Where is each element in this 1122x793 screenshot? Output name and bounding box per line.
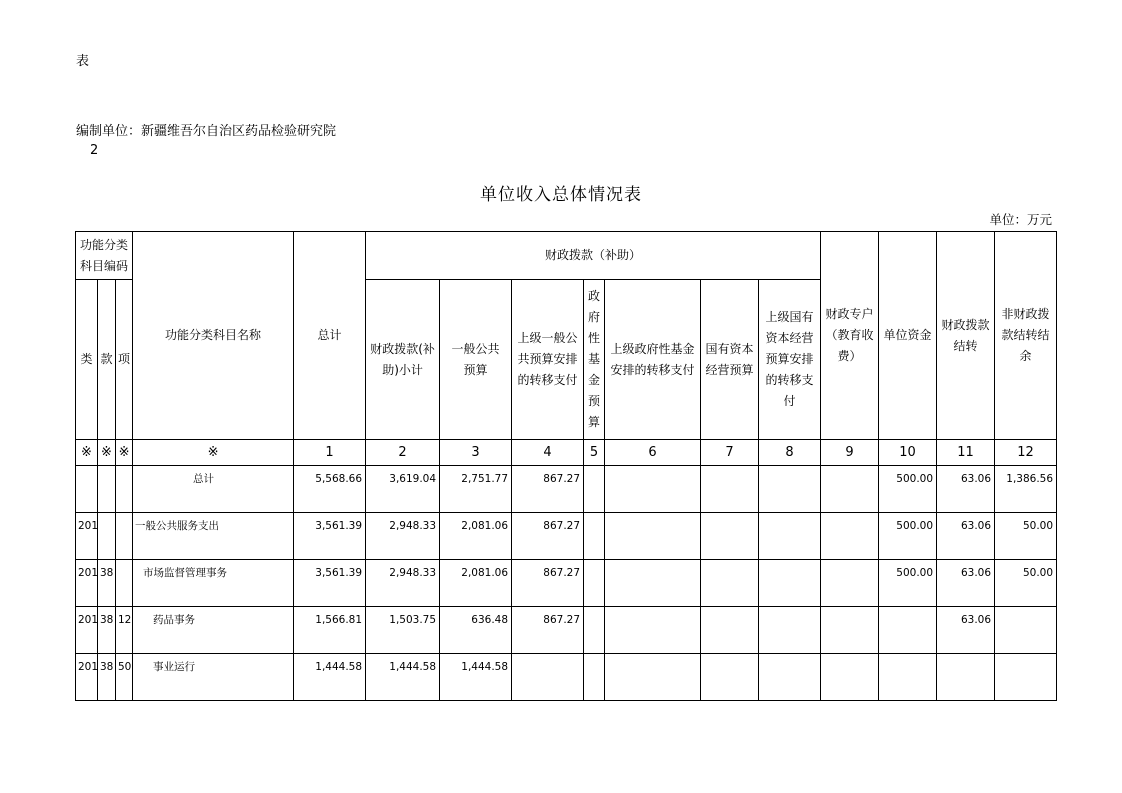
cell-upper-general-transfer: 867.27 (512, 466, 584, 513)
cell-upper-gov-fund-transfer (605, 654, 701, 701)
cell-xiang: 50 (116, 654, 133, 701)
cell-upper-state-capital-transfer (759, 466, 821, 513)
cell-fiscal-carryover (937, 654, 995, 701)
cell-state-capital-budget (701, 654, 759, 701)
cell-total: 3,561.39 (294, 560, 366, 607)
cell-upper-state-capital-transfer (759, 560, 821, 607)
header-func-code-group: 功能分类科目编码 (76, 232, 133, 280)
cell-name: 总计 (133, 466, 294, 513)
column-number-cell: 3 (440, 440, 512, 466)
cell-upper-general-transfer: 867.27 (512, 513, 584, 560)
cell-total: 1,566.81 (294, 607, 366, 654)
header-upper-general-transfer: 上级一般公共预算安排的转移支付 (512, 280, 584, 440)
cell-unit-funds: 500.00 (879, 466, 937, 513)
table-title: 单位收入总体情况表 (480, 185, 642, 205)
header-special-account: 财政专户（教育收费） (821, 232, 879, 440)
cell-upper-gov-fund-transfer (605, 607, 701, 654)
header-kuan: 款 (98, 280, 116, 440)
cell-unit-funds: 500.00 (879, 560, 937, 607)
cell-upper-general-transfer: 867.27 (512, 560, 584, 607)
cell-kuan: 38 (98, 654, 116, 701)
cell-nonfiscal-carryover: 50.00 (995, 513, 1057, 560)
income-summary-table (75, 231, 1057, 701)
column-number-cell: ※ (116, 440, 133, 466)
cell-state-capital-budget (701, 513, 759, 560)
column-number-cell: ※ (98, 440, 116, 466)
cell-state-capital-budget (701, 466, 759, 513)
cell-special-account (821, 560, 879, 607)
header-state-capital-budget: 国有资本经营预算 (701, 280, 759, 440)
cell-fiscal-subtotal: 1,444.58 (366, 654, 440, 701)
column-number-cell: 2 (366, 440, 440, 466)
cell-name: 市场监督管理事务 (133, 560, 294, 607)
column-number-cell: 7 (701, 440, 759, 466)
column-number-cell: 8 (759, 440, 821, 466)
header-upper-state-capital-transfer: 上级国有资本经营预算安排的转移支付 (759, 280, 821, 440)
cell-gov-fund-budget (584, 466, 605, 513)
column-number-cell: 5 (584, 440, 605, 466)
cell-gov-fund-budget (584, 607, 605, 654)
cell-gov-fund-budget (584, 654, 605, 701)
table-row (76, 560, 1057, 607)
cell-upper-state-capital-transfer (759, 607, 821, 654)
cell-gov-fund-budget (584, 560, 605, 607)
table-row (76, 513, 1057, 560)
cell-lei: 201 (76, 560, 98, 607)
header-lei: 类 (76, 280, 98, 440)
cell-state-capital-budget (701, 607, 759, 654)
cell-total: 3,561.39 (294, 513, 366, 560)
table-row (76, 654, 1057, 701)
cell-fiscal-subtotal: 2,948.33 (366, 513, 440, 560)
column-number-cell: 6 (605, 440, 701, 466)
top-label: 表 (76, 54, 90, 69)
column-number-cell: 9 (821, 440, 879, 466)
cell-total: 1,444.58 (294, 654, 366, 701)
cell-lei: 201 (76, 607, 98, 654)
header-xiang: 项 (116, 280, 133, 440)
cell-kuan (98, 466, 116, 513)
header-fiscal-group: 财政拨款（补助） (366, 232, 821, 280)
cell-unit-funds (879, 607, 937, 654)
cell-kuan: 38 (98, 560, 116, 607)
column-number-cell: 1 (294, 440, 366, 466)
cell-lei: 201 (76, 654, 98, 701)
cell-kuan (98, 513, 116, 560)
cell-name: 一般公共服务支出 (133, 513, 294, 560)
table-row (76, 466, 1057, 513)
cell-xiang: 12 (116, 607, 133, 654)
cell-nonfiscal-carryover: 50.00 (995, 560, 1057, 607)
header-unit-funds: 单位资金 (879, 232, 937, 440)
column-number-cell: 10 (879, 440, 937, 466)
cell-upper-gov-fund-transfer (605, 466, 701, 513)
cell-fiscal-subtotal: 2,948.33 (366, 560, 440, 607)
cell-xiang (116, 513, 133, 560)
cell-special-account (821, 513, 879, 560)
cell-xiang (116, 560, 133, 607)
header-general-budget: 一般公共预算 (440, 280, 512, 440)
cell-nonfiscal-carryover (995, 654, 1057, 701)
cell-xiang (116, 466, 133, 513)
cell-upper-gov-fund-transfer (605, 513, 701, 560)
cell-upper-gov-fund-transfer (605, 560, 701, 607)
cell-total: 5,568.66 (294, 466, 366, 513)
cell-lei: 201 (76, 513, 98, 560)
cell-upper-state-capital-transfer (759, 513, 821, 560)
unit-note: 单位：万元 (989, 212, 1052, 227)
cell-fiscal-carryover: 63.06 (937, 607, 995, 654)
header-fiscal-carryover: 财政拨款结转 (937, 232, 995, 440)
column-number-cell: ※ (76, 440, 98, 466)
cell-fiscal-subtotal: 3,619.04 (366, 466, 440, 513)
header-func-name: 功能分类科目名称 (133, 232, 294, 440)
cell-special-account (821, 654, 879, 701)
cell-general-budget: 2,751.77 (440, 466, 512, 513)
cell-fiscal-subtotal: 1,503.75 (366, 607, 440, 654)
cell-special-account (821, 607, 879, 654)
header-fiscal-subtotal: 财政拨款(补助)小计 (366, 280, 440, 440)
cell-general-budget: 2,081.06 (440, 513, 512, 560)
cell-gov-fund-budget (584, 513, 605, 560)
cell-unit-funds (879, 654, 937, 701)
cell-special-account (821, 466, 879, 513)
cell-upper-state-capital-transfer (759, 654, 821, 701)
header-upper-gov-fund-transfer: 上级政府性基金安排的转移支付 (605, 280, 701, 440)
column-number-cell: ※ (133, 440, 294, 466)
table-row (76, 607, 1057, 654)
cell-nonfiscal-carryover (995, 607, 1057, 654)
column-number-cell: 11 (937, 440, 995, 466)
compiler-unit: 编制单位：新疆维吾尔自治区药品检验研究院 (76, 124, 337, 139)
cell-fiscal-carryover: 63.06 (937, 560, 995, 607)
header-total: 总计 (294, 232, 366, 440)
header-nonfiscal-carryover: 非财政拨款结转结余 (995, 232, 1057, 440)
cell-unit-funds: 500.00 (879, 513, 937, 560)
cell-general-budget: 636.48 (440, 607, 512, 654)
cell-upper-general-transfer (512, 654, 584, 701)
cell-fiscal-carryover: 63.06 (937, 466, 995, 513)
column-number-cell: 12 (995, 440, 1057, 466)
cell-state-capital-budget (701, 560, 759, 607)
cell-upper-general-transfer: 867.27 (512, 607, 584, 654)
cell-nonfiscal-carryover: 1,386.56 (995, 466, 1057, 513)
page-number: 2 (90, 143, 99, 158)
cell-general-budget: 2,081.06 (440, 560, 512, 607)
cell-general-budget: 1,444.58 (440, 654, 512, 701)
cell-lei (76, 466, 98, 513)
header-gov-fund-budget: 政府性基金预算 (584, 280, 605, 440)
column-number-cell: 4 (512, 440, 584, 466)
cell-name: 事业运行 (133, 654, 294, 701)
cell-kuan: 38 (98, 607, 116, 654)
cell-name: 药品事务 (133, 607, 294, 654)
cell-fiscal-carryover: 63.06 (937, 513, 995, 560)
